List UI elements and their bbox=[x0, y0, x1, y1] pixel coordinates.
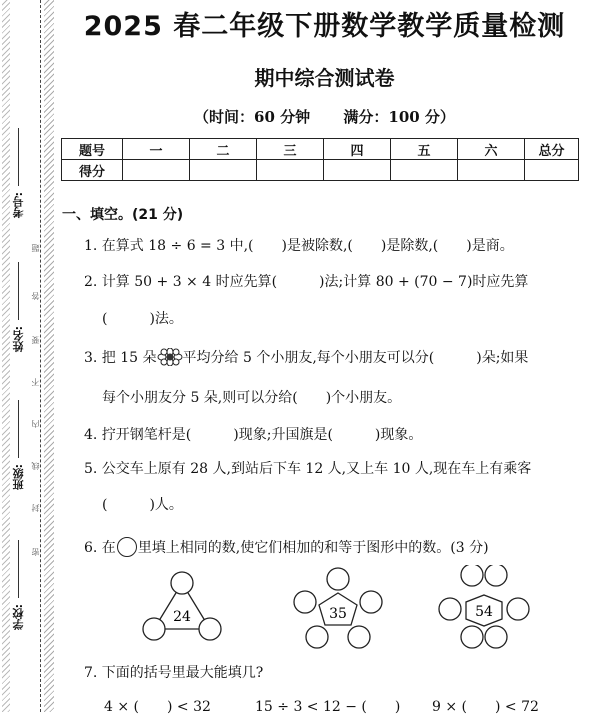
pentagon-figure bbox=[294, 568, 382, 648]
score-header-cell: 五 bbox=[391, 139, 458, 160]
score-cell[interactable] bbox=[391, 160, 458, 181]
score-header-cell: 四 bbox=[324, 139, 391, 160]
score-cell[interactable] bbox=[458, 160, 525, 181]
seal-word: 答 bbox=[31, 292, 40, 300]
class-label: 班级: bbox=[12, 464, 25, 491]
answer-circle[interactable] bbox=[327, 568, 349, 590]
hexagon-sum: 54 bbox=[475, 604, 493, 620]
answer-circle[interactable] bbox=[143, 618, 165, 640]
answer-circle[interactable] bbox=[485, 565, 507, 586]
seal-word: 要 bbox=[31, 336, 40, 344]
score-header-cell: 三 bbox=[257, 139, 324, 160]
score-cell[interactable] bbox=[257, 160, 324, 181]
page-title: 2025 春二年级下册数学教学质量检测 bbox=[83, 11, 566, 42]
time-limit: （时间：60 分钟 bbox=[194, 108, 311, 126]
answer-circle[interactable] bbox=[507, 598, 529, 620]
name-label: 姓名: bbox=[12, 326, 25, 353]
answer-circle[interactable] bbox=[461, 626, 483, 648]
section-title: 一、填空。(21 分) bbox=[62, 207, 184, 223]
exam-meta bbox=[58, 106, 591, 127]
full-score: 满分：100 分） bbox=[343, 108, 455, 126]
seal-word: 密 bbox=[31, 548, 40, 556]
question-7-item: 4 × ( ) < 32 bbox=[104, 699, 211, 715]
question-2-line-2: ( )法。 bbox=[102, 311, 183, 327]
answer-circle[interactable] bbox=[439, 598, 461, 620]
score-table-score-row bbox=[62, 160, 579, 181]
name-line[interactable] bbox=[18, 262, 19, 320]
triangle-sum: 24 bbox=[173, 609, 191, 625]
score-table-header-row bbox=[62, 139, 579, 160]
school-label: 学校: bbox=[12, 604, 25, 631]
exam-no-label: 考号: bbox=[12, 192, 25, 219]
score-header-cell: 二 bbox=[190, 139, 257, 160]
score-row-label: 得分 bbox=[62, 160, 123, 181]
triangle-figure bbox=[143, 572, 221, 640]
score-header-cell: 六 bbox=[458, 139, 525, 160]
score-cell[interactable] bbox=[190, 160, 257, 181]
seal-word: 不 bbox=[31, 378, 40, 386]
class-line[interactable] bbox=[18, 400, 19, 458]
score-table bbox=[61, 138, 579, 181]
seal-word: 题 bbox=[31, 244, 40, 252]
question-6-prefix: 6. 在 bbox=[84, 540, 116, 556]
school-line[interactable] bbox=[18, 540, 19, 598]
seal-word: 线 bbox=[31, 462, 40, 470]
answer-circle[interactable] bbox=[199, 618, 221, 640]
answer-circle[interactable] bbox=[171, 572, 193, 594]
question-6-suffix: 里填上相同的数,使它们相加的和等于图形中的数。(3 分) bbox=[137, 540, 489, 556]
question-3-line-2: 每个小朋友分 5 朵,则可以分给( )个小朋友。 bbox=[102, 390, 402, 406]
binding-hatch-left bbox=[2, 0, 10, 712]
answer-circle[interactable] bbox=[348, 626, 370, 648]
binding-cut-line bbox=[40, 0, 41, 712]
answer-circle[interactable] bbox=[294, 591, 316, 613]
question-7: 7. 下面的括号里最大能填几? bbox=[84, 665, 264, 681]
question-7-item: 9 × ( ) < 72 bbox=[432, 699, 539, 715]
answer-circle[interactable] bbox=[485, 626, 507, 648]
seal-word: 封 bbox=[31, 504, 40, 512]
answer-circle[interactable] bbox=[461, 565, 483, 586]
question-4: 4. 拧开钢笔杆是( )现象;升国旗是( )现象。 bbox=[84, 427, 423, 443]
question-5-line-2: ( )人。 bbox=[102, 497, 183, 513]
sum-figures bbox=[120, 565, 540, 650]
seal-word: 内 bbox=[31, 420, 40, 428]
pentagon-sum: 35 bbox=[329, 606, 347, 622]
answer-circle[interactable] bbox=[360, 591, 382, 613]
question-1: 1. 在算式 18 ÷ 6 = 3 中,( )是被除数,( )是除数,( )是商。 bbox=[84, 238, 514, 254]
score-header-cell: 总分 bbox=[525, 139, 579, 160]
score-cell[interactable] bbox=[324, 160, 391, 181]
question-3-line-1 bbox=[84, 348, 584, 366]
hexagon-figure bbox=[439, 565, 529, 648]
question-6 bbox=[84, 537, 584, 557]
binding-hatch-right bbox=[44, 0, 54, 712]
score-header-cell: 题号 bbox=[62, 139, 123, 160]
circle-icon bbox=[117, 537, 137, 557]
binding-strip bbox=[0, 0, 58, 712]
answer-circle[interactable] bbox=[306, 626, 328, 648]
question-2-line-1: 2. 计算 50 + 3 × 4 时应先算( )法;计算 80 + (70 − 7)时应先算 bbox=[84, 274, 529, 290]
score-header-cell: 一 bbox=[123, 139, 190, 160]
question-3-suffix: 平均分给 5 个小朋友,每个小朋友可以分( )朵;如果 bbox=[182, 350, 529, 366]
score-cell[interactable] bbox=[525, 160, 579, 181]
flower-icon bbox=[157, 348, 183, 366]
page-subtitle: 期中综合测试卷 bbox=[254, 66, 395, 90]
question-3-prefix: 3. 把 15 朵 bbox=[84, 350, 157, 366]
exam-no-line[interactable] bbox=[18, 128, 19, 186]
question-5-line-1: 5. 公交车上原有 28 人,到站后下车 12 人,又上车 10 人,现在车上有乘客 bbox=[84, 461, 532, 477]
score-cell[interactable] bbox=[123, 160, 190, 181]
question-7-item: 15 ÷ 3 < 12 − ( ) bbox=[255, 699, 401, 715]
